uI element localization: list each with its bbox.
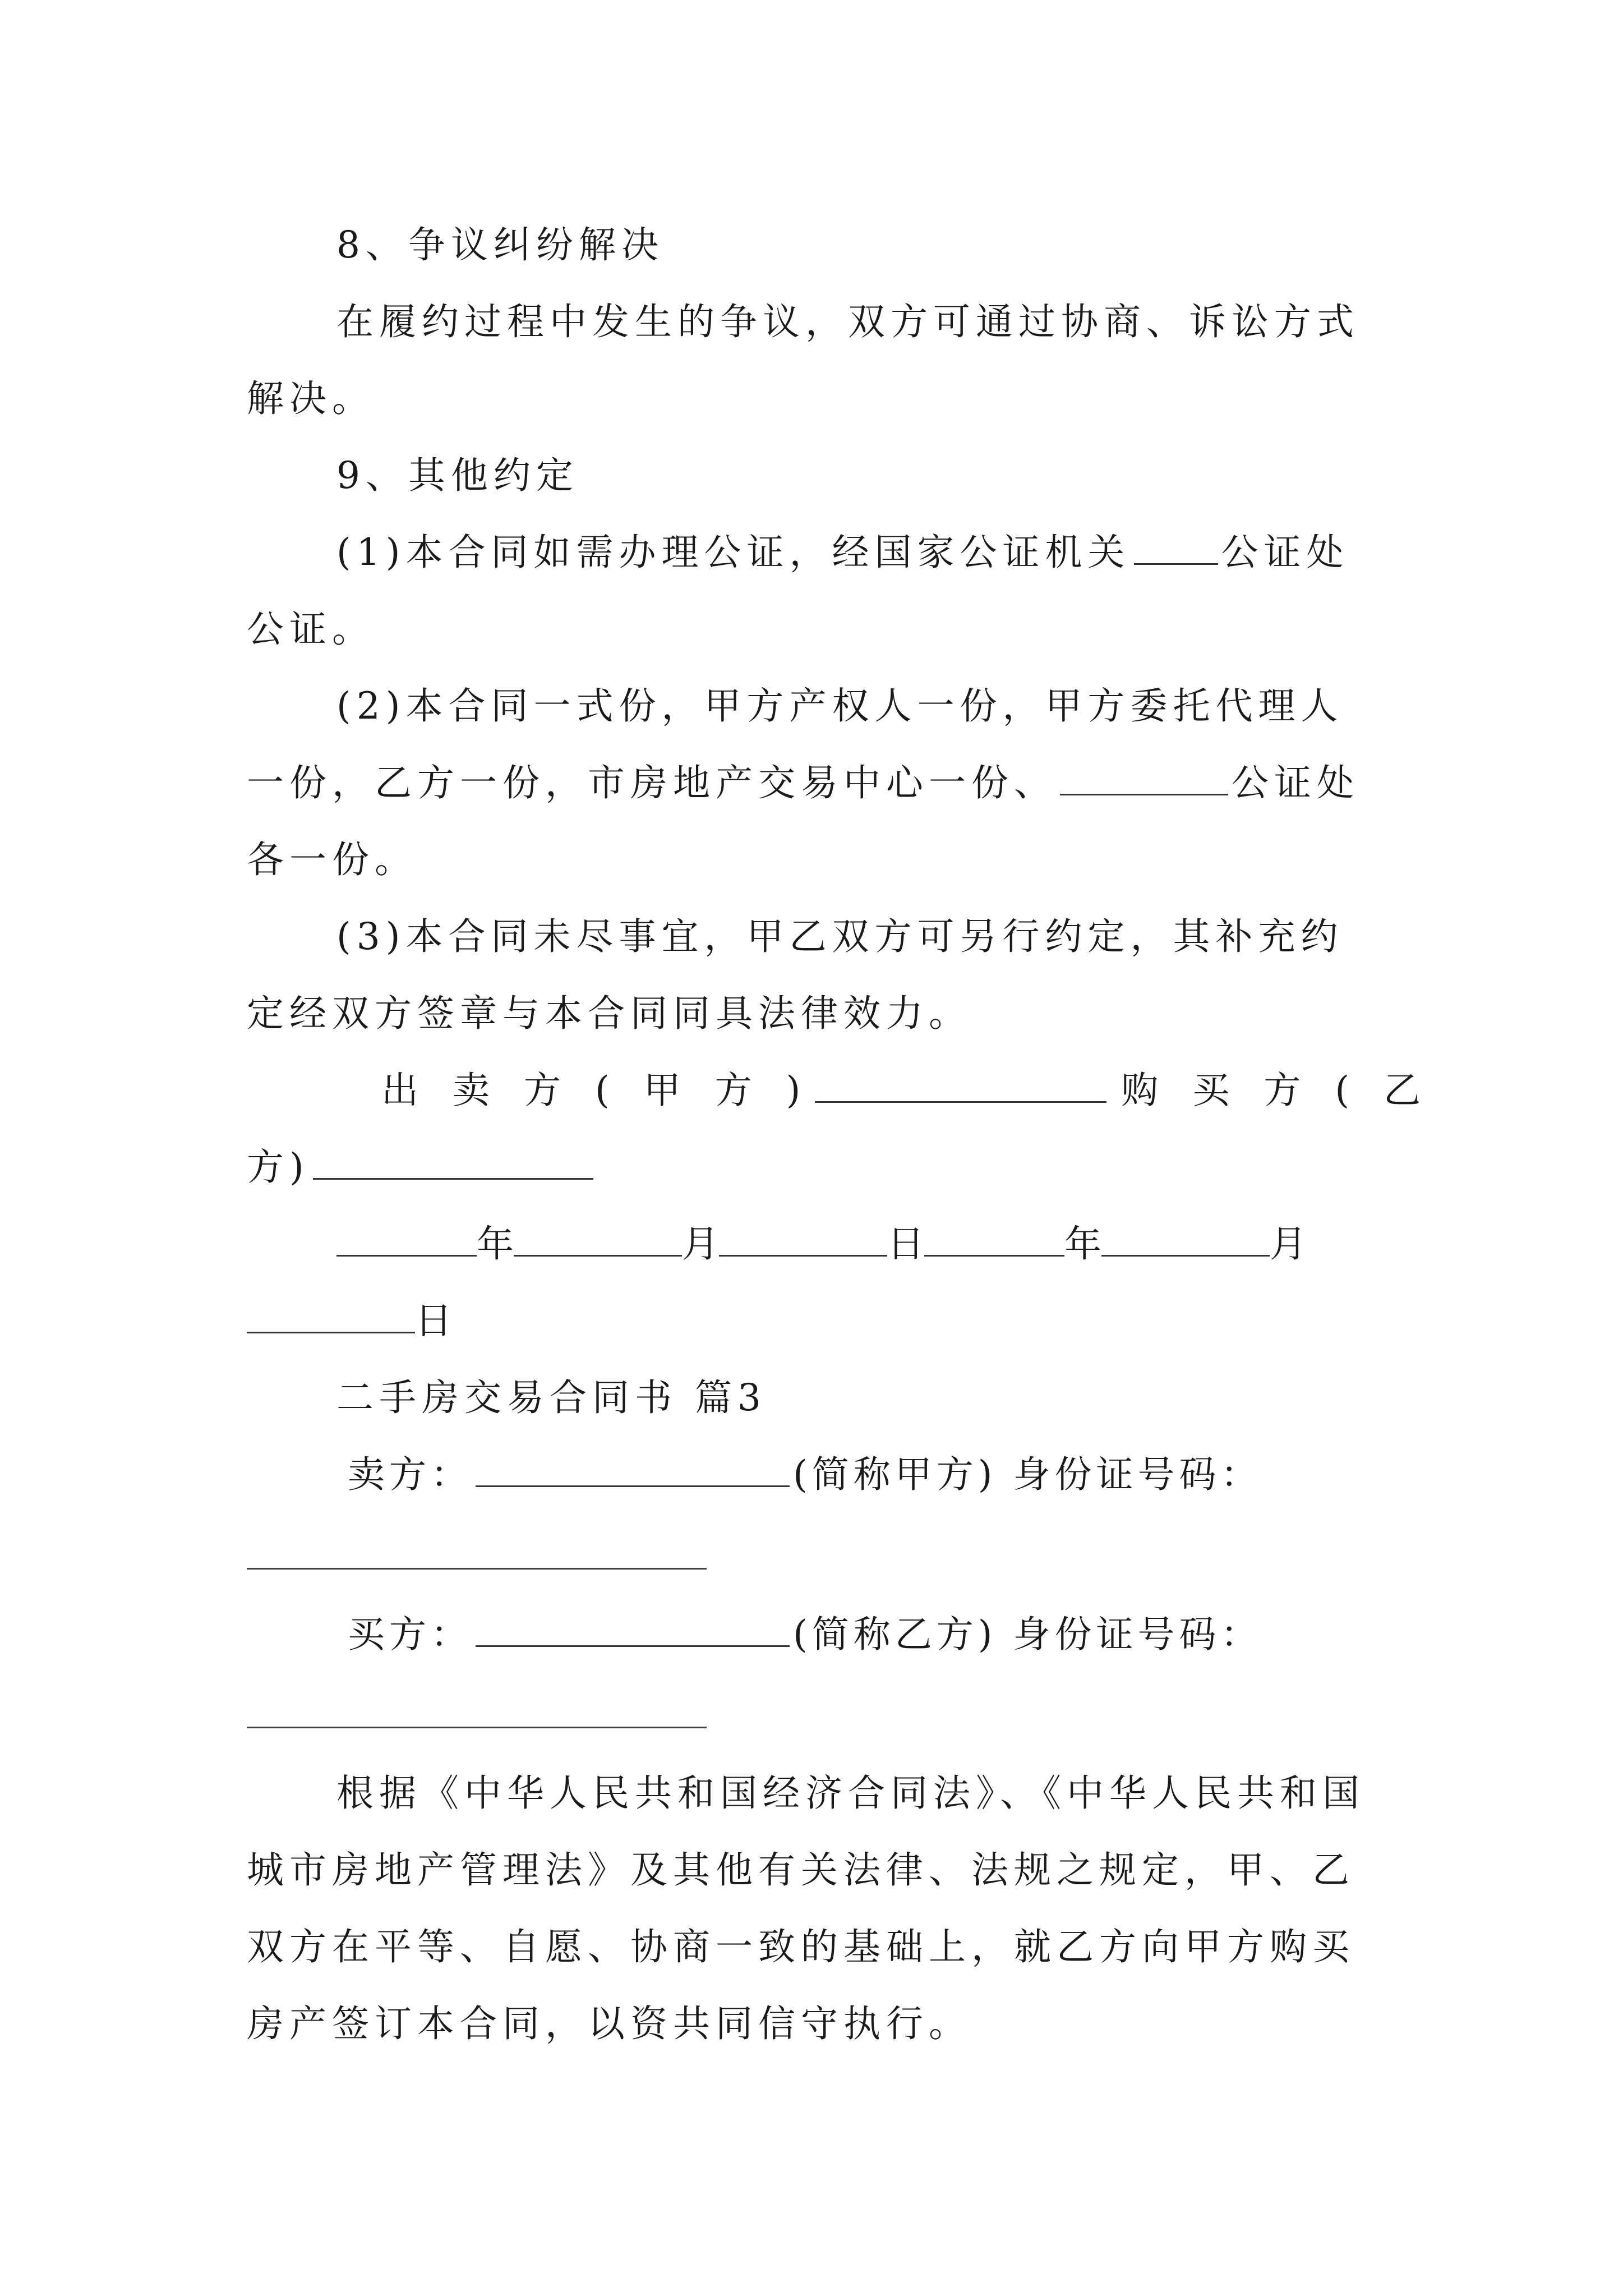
preamble-line-3: 双方在平等、自愿、协商一致的基础上，就乙方向甲方购买: [247, 1925, 1355, 1968]
preamble-line-4: 房产签订本合同，以资共同信守执行。: [247, 2002, 971, 2045]
buyer-id-number-blank[interactable]: [247, 1727, 707, 1728]
item-2-line-2: [247, 754, 1385, 812]
seller-id-number-blank[interactable]: [247, 1568, 707, 1570]
seller-id-line: [348, 1446, 1385, 1504]
item-1-line-2: 公证。: [247, 608, 375, 651]
buyer-prefix: 买方：: [348, 1613, 472, 1656]
month-label: 月: [682, 1222, 719, 1266]
item-1-line-1: [336, 523, 1385, 582]
seller-name-blank[interactable]: [476, 1446, 790, 1487]
preamble-line-1: 根据《中华人民共和国经济合同法》、《中华人民共和国: [336, 1772, 1365, 1815]
buyer-name-blank[interactable]: [476, 1606, 790, 1647]
notary-office-blank[interactable]: [1134, 524, 1218, 565]
year-label: 年: [477, 1222, 514, 1266]
section-8-body-line-1: 在履约过程中发生的争议，双方可通过协商、诉讼方式: [336, 300, 1359, 343]
item-3-line-1: (3)本合同未尽事宜，甲乙双方可另行约定，其补充约: [336, 915, 1344, 958]
preamble-line-2: 城市房地产管理法》及其他有关法律、法规之规定，甲、乙: [247, 1848, 1355, 1892]
buyer-suffix: (简称乙方) 身份证号码：: [793, 1613, 1262, 1656]
item-1-text-a: (1)本合同如需办理公证，经国家公证机关: [336, 531, 1131, 574]
buyer-signature-blank[interactable]: [313, 1139, 593, 1180]
notary-office-blank-2[interactable]: [1060, 754, 1228, 795]
seller-month-blank[interactable]: [514, 1216, 682, 1257]
buyer-label-continued: [247, 1138, 1385, 1197]
section-9-heading: 9、其他约定: [336, 454, 579, 497]
year-label-2: 年: [1064, 1222, 1101, 1266]
part-3-title: 二手房交易合同书 篇3: [336, 1376, 767, 1419]
signature-line: [381, 1061, 1432, 1120]
date-line: [336, 1215, 1385, 1273]
date-line-continued: [247, 1292, 1385, 1350]
month-label-2: 月: [1270, 1222, 1307, 1266]
seller-signature-blank[interactable]: [815, 1062, 1106, 1103]
buyer-id-line: [348, 1605, 1385, 1664]
buyer-label-end: 方): [247, 1145, 310, 1189]
seller-label: 出 卖 方 ( 甲 方 ): [381, 1069, 812, 1112]
item-2-text-b: 公证处: [1232, 761, 1359, 804]
item-3-line-2: 定经双方签章与本合同同具法律效力。: [247, 992, 971, 1035]
day-label-2: 日: [415, 1299, 452, 1342]
day-label: 日: [887, 1222, 924, 1266]
item-2-line-1: (2)本合同一式份，甲方产权人一份，甲方委托代理人: [336, 684, 1344, 728]
buyer-year-blank[interactable]: [924, 1216, 1064, 1257]
item-2-line-3: 各一份。: [247, 838, 417, 881]
buyer-label: 购 买 方 ( 乙: [1121, 1069, 1432, 1112]
item-1-text-b: 公证处: [1221, 531, 1349, 574]
section-8-body-line-2: 解决。: [247, 377, 375, 420]
seller-suffix: (简称甲方) 身份证号码：: [793, 1453, 1262, 1496]
seller-day-blank[interactable]: [719, 1216, 887, 1257]
section-8-heading: 8、争议纠纷解决: [336, 223, 664, 266]
buyer-month-blank[interactable]: [1101, 1216, 1270, 1257]
seller-year-blank[interactable]: [336, 1216, 477, 1257]
seller-prefix: 卖方：: [348, 1453, 472, 1496]
buyer-day-blank[interactable]: [247, 1292, 415, 1333]
item-2-text-a: 一份，乙方一份，市房地产交易中心一份、: [247, 761, 1057, 804]
